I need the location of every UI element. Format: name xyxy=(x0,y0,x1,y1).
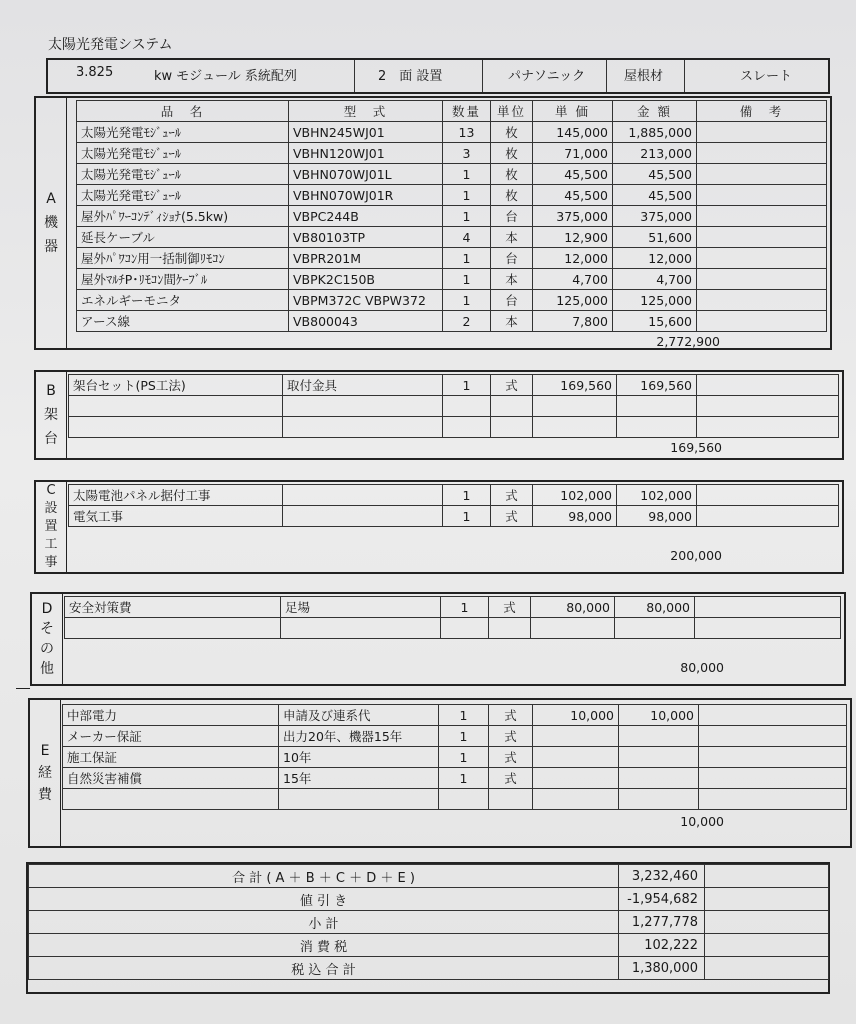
table-row xyxy=(69,417,839,438)
item-model-cell: 足場 xyxy=(281,597,441,618)
totals-value: 1,277,778 xyxy=(619,911,705,934)
item-price-cell: 12,000 xyxy=(533,248,613,269)
item-model-cell: 取付金具 xyxy=(283,375,443,396)
item-price-cell: 71,000 xyxy=(533,143,613,164)
item-amount-cell: 102,000 xyxy=(617,485,697,506)
item-remarks-cell xyxy=(697,417,839,438)
item-remarks-cell xyxy=(697,506,839,527)
section-d-subtotal: 80,000 xyxy=(680,660,724,675)
table-row xyxy=(63,747,847,768)
item-amount-cell: 80,000 xyxy=(615,597,695,618)
item-unit-cell: 式 xyxy=(489,726,533,747)
item-remarks-cell xyxy=(697,311,827,332)
item-price-cell: 10,000 xyxy=(533,705,619,726)
item-name-cell: 電気工事 xyxy=(69,506,283,527)
table-row xyxy=(77,227,827,248)
item-model-cell: VB80103TP xyxy=(289,227,443,248)
table-row xyxy=(69,485,839,506)
item-price-cell xyxy=(533,726,619,747)
item-price-cell xyxy=(533,768,619,789)
header-unit-price: 単 価 xyxy=(533,101,613,122)
item-model-cell: VBPM372C VBPW372 xyxy=(289,290,443,311)
totals-label: 小 計 xyxy=(29,911,619,934)
item-unit-cell: 式 xyxy=(489,597,531,618)
installation-faces: 2 面 設置 xyxy=(378,69,443,84)
item-unit-cell xyxy=(489,789,533,810)
header-unit: 単位 xyxy=(491,101,533,122)
item-model-cell: VBPR201M xyxy=(289,248,443,269)
item-remarks-cell xyxy=(699,747,847,768)
roof-material-value: スレート xyxy=(740,69,793,84)
item-unit-cell: 式 xyxy=(489,705,533,726)
roof-material-label: 屋根材 xyxy=(624,69,664,84)
totals-spare-cell xyxy=(705,911,829,934)
table-row xyxy=(69,396,839,417)
item-amount-cell: 125,000 xyxy=(613,290,697,311)
item-unit-cell: 本 xyxy=(491,311,533,332)
item-remarks-cell xyxy=(697,485,839,506)
item-unit-cell: 本 xyxy=(491,227,533,248)
totals-label: 合 計 ( A ＋ B ＋ C ＋ D ＋ E ) xyxy=(29,865,619,888)
item-name-cell xyxy=(65,618,281,639)
totals-row xyxy=(29,865,829,888)
item-remarks-cell xyxy=(697,248,827,269)
item-unit-cell: 式 xyxy=(491,485,533,506)
item-qty-cell: 4 xyxy=(443,227,491,248)
item-name-cell: 太陽光発電ﾓｼﾞｭｰﾙ xyxy=(77,122,289,143)
item-name-cell: 太陽光発電ﾓｼﾞｭｰﾙ xyxy=(77,143,289,164)
item-amount-cell xyxy=(619,747,699,768)
item-name-cell: 中部電力 xyxy=(63,705,279,726)
table-row xyxy=(77,269,827,290)
item-remarks-cell xyxy=(697,227,827,248)
item-remarks-cell xyxy=(699,726,847,747)
section-c-table xyxy=(68,484,839,527)
header-remarks: 備 考 xyxy=(697,101,827,122)
item-price-cell xyxy=(533,396,617,417)
item-qty-cell: 1 xyxy=(441,597,489,618)
section-e-subtotal: 10,000 xyxy=(680,814,724,829)
section-a-table xyxy=(76,100,827,332)
summary-bar xyxy=(46,58,830,94)
totals-label: 値 引 き xyxy=(29,888,619,911)
item-qty-cell: 3 xyxy=(443,143,491,164)
item-price-cell xyxy=(533,417,617,438)
item-unit-cell: 枚 xyxy=(491,143,533,164)
item-amount-cell xyxy=(615,618,695,639)
totals-value: -1,954,682 xyxy=(619,888,705,911)
table-row xyxy=(77,143,827,164)
section-a-label: A 機 器 xyxy=(36,98,67,348)
totals-value: 3,232,460 xyxy=(619,865,705,888)
item-model-cell xyxy=(283,485,443,506)
table-row xyxy=(77,185,827,206)
header-model: 型 式 xyxy=(289,101,443,122)
item-qty-cell: 1 xyxy=(443,269,491,290)
item-qty-cell: 1 xyxy=(443,164,491,185)
section-e-expenses xyxy=(28,698,852,848)
section-d-table xyxy=(64,596,841,639)
item-name-cell: 自然災害補償 xyxy=(63,768,279,789)
item-remarks-cell xyxy=(699,768,847,789)
table-header-row xyxy=(77,101,827,122)
item-model-cell xyxy=(279,789,439,810)
item-price-cell: 98,000 xyxy=(533,506,617,527)
table-row xyxy=(77,311,827,332)
item-remarks-cell xyxy=(697,375,839,396)
item-price-cell: 125,000 xyxy=(533,290,613,311)
item-model-cell: 15年 xyxy=(279,768,439,789)
capacity-value: 3.825 xyxy=(76,65,114,80)
item-name-cell xyxy=(63,789,279,810)
item-unit-cell: 式 xyxy=(491,375,533,396)
item-name-cell xyxy=(69,417,283,438)
item-remarks-cell xyxy=(697,290,827,311)
item-price-cell: 145,000 xyxy=(533,122,613,143)
section-b-subtotal: 169,560 xyxy=(670,440,722,455)
item-model-cell: VB800043 xyxy=(289,311,443,332)
capacity-unit-label: kw モジュール 系統配列 xyxy=(154,69,297,84)
section-e-label: E 経 費 xyxy=(30,700,61,846)
table-row xyxy=(69,375,839,396)
item-amount-cell: 51,600 xyxy=(613,227,697,248)
item-amount-cell: 4,700 xyxy=(613,269,697,290)
item-price-cell: 4,700 xyxy=(533,269,613,290)
totals-row xyxy=(29,934,829,957)
margin-mark xyxy=(16,688,30,689)
item-amount-cell: 169,560 xyxy=(617,375,697,396)
item-price-cell: 375,000 xyxy=(533,206,613,227)
item-model-cell xyxy=(283,417,443,438)
item-price-cell: 7,800 xyxy=(533,311,613,332)
item-amount-cell: 15,600 xyxy=(613,311,697,332)
item-amount-cell xyxy=(617,417,697,438)
item-name-cell: 太陽光発電ﾓｼﾞｭｰﾙ xyxy=(77,164,289,185)
item-model-cell: VBPC244B xyxy=(289,206,443,227)
totals-spare-cell xyxy=(705,865,829,888)
item-unit-cell: 式 xyxy=(489,747,533,768)
item-remarks-cell xyxy=(697,164,827,185)
item-amount-cell: 375,000 xyxy=(613,206,697,227)
item-amount-cell: 45,500 xyxy=(613,185,697,206)
item-unit-cell xyxy=(491,396,533,417)
totals-row xyxy=(29,911,829,934)
item-model-cell: 出力20年、機器15年 xyxy=(279,726,439,747)
totals-spare-cell xyxy=(705,888,829,911)
item-remarks-cell xyxy=(697,143,827,164)
item-amount-cell: 10,000 xyxy=(619,705,699,726)
item-unit-cell: 台 xyxy=(491,290,533,311)
totals-row xyxy=(29,888,829,911)
item-remarks-cell xyxy=(695,618,841,639)
item-price-cell xyxy=(533,747,619,768)
item-unit-cell: 枚 xyxy=(491,122,533,143)
item-amount-cell xyxy=(619,768,699,789)
totals-value: 102,222 xyxy=(619,934,705,957)
item-qty-cell: 1 xyxy=(443,185,491,206)
item-amount-cell: 1,885,000 xyxy=(613,122,697,143)
item-qty-cell xyxy=(443,417,491,438)
item-price-cell: 169,560 xyxy=(533,375,617,396)
item-model-cell: VBPK2C150B xyxy=(289,269,443,290)
table-row xyxy=(63,768,847,789)
item-qty-cell: 1 xyxy=(443,290,491,311)
item-unit-cell: 台 xyxy=(491,248,533,269)
item-name-cell: 屋外ﾊﾟﾜｺﾝ用一括制御ﾘﾓｺﾝ xyxy=(77,248,289,269)
section-b-table xyxy=(68,374,839,438)
item-qty-cell xyxy=(441,618,489,639)
document-title: 太陽光発電システム xyxy=(48,37,173,53)
item-name-cell: エネルギーモニタ xyxy=(77,290,289,311)
totals-spare-cell xyxy=(705,934,829,957)
item-price-cell xyxy=(533,789,619,810)
item-model-cell: 10年 xyxy=(279,747,439,768)
table-row xyxy=(65,618,841,639)
item-unit-cell: 本 xyxy=(491,269,533,290)
table-row xyxy=(77,164,827,185)
item-amount-cell xyxy=(617,396,697,417)
item-qty-cell: 13 xyxy=(443,122,491,143)
item-price-cell: 12,900 xyxy=(533,227,613,248)
item-remarks-cell xyxy=(697,185,827,206)
item-name-cell: 屋外ﾊﾟﾜｰｺﾝﾃﾞｨｼｮﾅ(5.5kw) xyxy=(77,206,289,227)
table-row xyxy=(63,726,847,747)
item-unit-cell: 台 xyxy=(491,206,533,227)
item-qty-cell: 1 xyxy=(439,705,489,726)
section-e-table xyxy=(62,704,847,810)
item-name-cell: メーカー保証 xyxy=(63,726,279,747)
item-price-cell xyxy=(531,618,615,639)
item-name-cell: 施工保証 xyxy=(63,747,279,768)
item-remarks-cell xyxy=(695,597,841,618)
item-model-cell: VBHN245WJ01 xyxy=(289,122,443,143)
totals-label: 税 込 合 計 xyxy=(29,957,619,980)
section-d-other xyxy=(30,592,846,686)
item-name-cell: 太陽光発電ﾓｼﾞｭｰﾙ xyxy=(77,185,289,206)
item-model-cell: VBHN070WJ01R xyxy=(289,185,443,206)
totals-row xyxy=(29,957,829,980)
item-price-cell: 45,500 xyxy=(533,164,613,185)
item-remarks-cell xyxy=(699,789,847,810)
item-model-cell xyxy=(283,396,443,417)
item-qty-cell: 1 xyxy=(439,726,489,747)
item-model-cell xyxy=(283,506,443,527)
item-name-cell: 架台セット(PS工法) xyxy=(69,375,283,396)
table-row xyxy=(77,248,827,269)
item-qty-cell xyxy=(439,789,489,810)
item-name-cell: 屋外ﾏﾙﾁP･ﾘﾓｺﾝ間ｹｰﾌﾞﾙ xyxy=(77,269,289,290)
item-unit-cell: 式 xyxy=(489,768,533,789)
item-remarks-cell xyxy=(697,122,827,143)
item-model-cell xyxy=(281,618,441,639)
section-d-label: D そ の 他 xyxy=(32,594,63,684)
item-qty-cell: 1 xyxy=(443,506,491,527)
item-name-cell: 延長ケーブル xyxy=(77,227,289,248)
totals-spare-cell xyxy=(705,957,829,980)
item-amount-cell: 213,000 xyxy=(613,143,697,164)
item-name-cell: アース線 xyxy=(77,311,289,332)
item-qty-cell: 1 xyxy=(439,747,489,768)
item-price-cell: 80,000 xyxy=(531,597,615,618)
section-c-installation xyxy=(34,480,844,574)
table-row xyxy=(63,705,847,726)
item-model-cell: 申請及び連系代 xyxy=(279,705,439,726)
table-row xyxy=(77,290,827,311)
item-price-cell: 102,000 xyxy=(533,485,617,506)
item-qty-cell: 2 xyxy=(443,311,491,332)
table-row xyxy=(77,206,827,227)
item-name-cell: 安全対策費 xyxy=(65,597,281,618)
item-name-cell: 太陽電池パネル据付工事 xyxy=(69,485,283,506)
item-qty-cell: 1 xyxy=(443,206,491,227)
item-qty-cell: 1 xyxy=(439,768,489,789)
totals-block xyxy=(26,862,830,994)
header-amount: 金 額 xyxy=(613,101,697,122)
item-price-cell: 45,500 xyxy=(533,185,613,206)
section-b-label: B 架 台 xyxy=(36,372,67,458)
header-name: 品 名 xyxy=(77,101,289,122)
section-a-subtotal: 2,772,900 xyxy=(656,334,720,349)
table-row xyxy=(77,122,827,143)
totals-label: 消 費 税 xyxy=(29,934,619,957)
item-remarks-cell xyxy=(697,269,827,290)
item-unit-cell xyxy=(491,417,533,438)
table-row xyxy=(65,597,841,618)
item-unit-cell: 枚 xyxy=(491,185,533,206)
totals-value: 1,380,000 xyxy=(619,957,705,980)
item-amount-cell: 12,000 xyxy=(613,248,697,269)
item-unit-cell: 枚 xyxy=(491,164,533,185)
item-remarks-cell xyxy=(697,396,839,417)
item-qty-cell: 1 xyxy=(443,248,491,269)
item-remarks-cell xyxy=(699,705,847,726)
item-remarks-cell xyxy=(697,206,827,227)
item-qty-cell: 1 xyxy=(443,375,491,396)
item-amount-cell xyxy=(619,726,699,747)
totals-table xyxy=(28,864,829,980)
item-qty-cell: 1 xyxy=(443,485,491,506)
table-row xyxy=(69,506,839,527)
section-b-mounting xyxy=(34,370,844,460)
section-c-label: C 設 置 工 事 xyxy=(36,482,67,572)
header-qty: 数量 xyxy=(443,101,491,122)
item-unit-cell: 式 xyxy=(491,506,533,527)
item-amount-cell: 98,000 xyxy=(617,506,697,527)
item-qty-cell xyxy=(443,396,491,417)
item-unit-cell xyxy=(489,618,531,639)
item-name-cell xyxy=(69,396,283,417)
section-a-equipment xyxy=(34,96,832,350)
item-model-cell: VBHN070WJ01L xyxy=(289,164,443,185)
item-amount-cell: 45,500 xyxy=(613,164,697,185)
item-amount-cell xyxy=(619,789,699,810)
item-model-cell: VBHN120WJ01 xyxy=(289,143,443,164)
section-c-subtotal: 200,000 xyxy=(670,548,722,563)
table-row xyxy=(63,789,847,810)
maker-name: パナソニック xyxy=(508,69,586,84)
